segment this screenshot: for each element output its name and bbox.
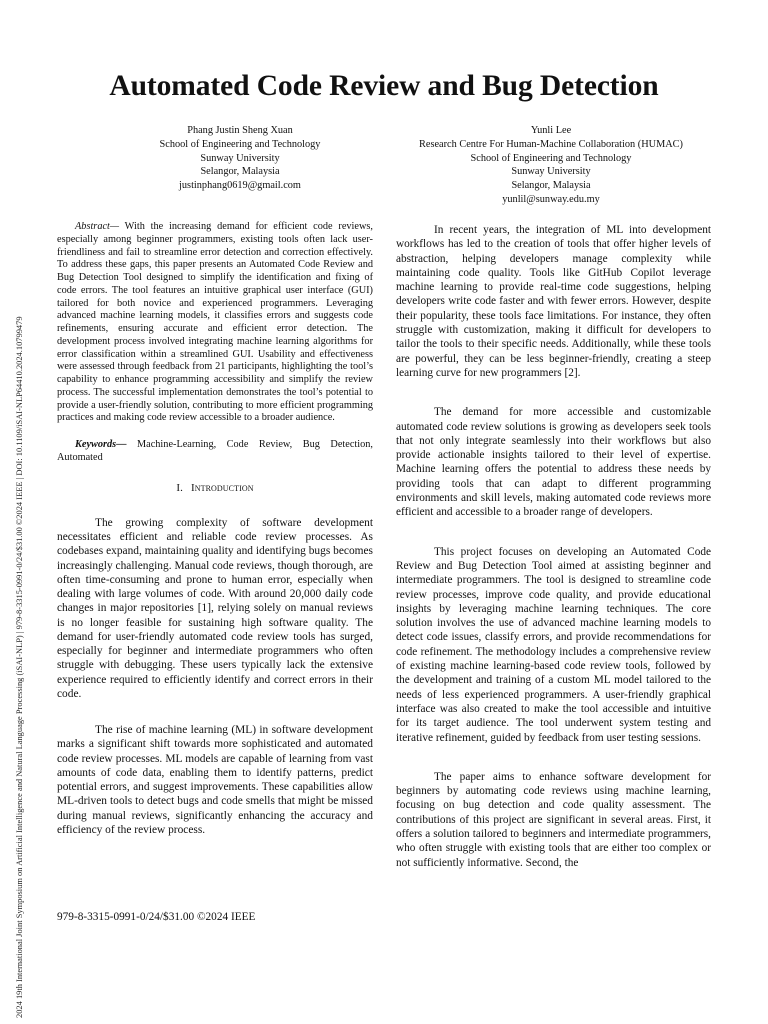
author-affiliation: School of Engineering and Technology [159, 138, 321, 150]
author-affiliation: Sunway University [200, 152, 280, 164]
abstract-text: With the increasing demand for efficient code reviews, especially among beginner programmers, existing tools often lack user-friendliness and fail to streamline error detection and correction effectively. To address these gaps, this paper presents an Automated Code Review and Bug Detection Tool designed to simplify the identification and fixing of code errors. The tool features an intuitive graphical user interface (GUI) tailored for both novice and experienced programmers. Leveraging advanced machine learning models, it classifies errors and suggests code refinements, ensuring accurate and efficient error detection. The development process involved integrating machine learning algorithms for error classification within a streamlined GUI. Usability and effectiveness were assessed through feedback from 21 participants, highlighting the tool’s capability to enhance programming accessibility and simplify the review process. The successful implementation demonstrates the tool’s potential to provide a user-friendly solution, contributing to more efficient programming practices and making code review accessible to a broader audience. [57, 221, 373, 424]
left-column [57, 221, 373, 837]
body-paragraph: In recent years, the integration of ML into development workflows has led to the creation of tools that offer higher levels of abstraction, helping developers manage complexity while maintaining code quality. Tools like GitHub Copilot leverage machine learning to provide real-time code suggestions, helping developers write code faster and with fewer errors. However, despite their popularity, these tools face limitations. For instance, they often struggle with customization, making it difficult for developers to tailor the tools to their specific needs. Additionally, while these tools are powerful, they can be less beginner-friendly, creating a steep learning curve for new programmers [2]. [396, 224, 711, 379]
right-column [396, 223, 711, 870]
keywords-label: Keywords— [75, 439, 127, 450]
abstract [57, 221, 373, 425]
abstract-label: Abstract— [75, 221, 120, 232]
paper-title: Automated Code Review and Bug Detection [109, 70, 659, 102]
author-affiliation: Sunway University [511, 166, 591, 178]
author-affiliation: School of Engineering and Technology [470, 152, 632, 164]
author-location: Selangor, Malaysia [200, 166, 280, 178]
author-affiliation: Research Centre For Human-Machine Collaboration (HUMAC) [419, 138, 683, 150]
body-paragraph: The growing complexity of software development necessitates efficient and reliable code review processes. As codebases expand, maintaining quality and identifying bugs becomes increasingly challenging. Manual code reviews, though thorough, are often time-consuming and prone to human error, especially when dealing with large volumes of code. With around 20,000 daily code changes in major repositories [1], relying solely on manual reviews is no longer feasible for sustaining high software quality. The demand for user-friendly automated code review tools has surged, especially for beginner and intermediate programmers who often struggle with debugging. These users typically lack the extensive experience required to efficiently identify and correct errors in their code. [57, 516, 373, 700]
body-paragraph: The rise of machine learning (ML) in software development marks a significant shift towards more sophisticated and automated code review processes. ML models are capable of learning from vast amounts of code data, enabling them to identify patterns, predict potential errors, and suggest improvements. These capabilities allow ML-driven tools to detect bugs and code smells that might be missed during manual reviews, significantly enhancing the accuracy and efficiency of the review process. [57, 724, 373, 836]
section-title: Introduction [190, 481, 254, 494]
author-block-2 [396, 124, 706, 207]
section-number: I. [176, 481, 183, 494]
footer-copyright: 979-8-3315-0991-0/24/$31.00 ©2024 IEEE [57, 911, 256, 923]
author-location: Selangor, Malaysia [511, 180, 591, 192]
body-paragraph: The demand for more accessible and customizable automated code review solutions is growing as developers seek tools that not only integrate seamlessly into their workflows but also provide actionable insights tailored to their level of expertise. Machine learning offers the potential to address these needs by providing tools that can adapt to different programming environments and skill levels, making automated code reviews more efficient and accessible to a broader range of developers. [396, 406, 711, 519]
body-paragraph: The paper aims to enhance software development for beginners by automating code reviews using machine learning, focusing on bug detection and code quality assessment. The contributions of this project are significant in several areas. First, it offers a solution tailored to beginners and intermediate programmers, who often struggle with existing tools that are either too complex or not sufficiently informative. Second, the [396, 770, 711, 869]
author-name: Yunli Lee [530, 125, 572, 136]
author-block-1 [100, 124, 380, 193]
author-email: yunlil@sunway.edu.my [502, 193, 600, 205]
section-heading [57, 482, 373, 495]
body-paragraph: This project focuses on developing an Automated Code Review and Bug Detection Tool aimed at assisting beginner and intermediate programmers. The tool is designed to streamline code review processes, improve code quality, and provide educational insights by leveraging machine learning techniques. The core solution involves the use of advanced machine learning models to detect code issues, classify errors, and provide recommendations for code refinement. The methodology includes a comprehensive review of existing machine learning-based code review tools, followed by the development and training of a custom ML model tailored to the needs of less experienced programmers. A user-friendly graphical interface was also created to make the tool accessible and intuitive for its target audience. The tool underwent system testing and iterative refinement, guided by feedback from user testing sessions. [396, 545, 711, 744]
author-name: Phang Justin Sheng Xuan [187, 125, 293, 136]
keywords [57, 439, 373, 465]
keywords-text: Machine-Learning, Code Review, Bug Detection, Automated [57, 439, 373, 463]
sidebar-citation: 2024 19th International Joint Symposium on Artificial Intelligence and Natural Language Processing (iSAI-NLP) | 979-8-3315-0991-0/24/$31.00 ©2024 IEEE | DOI: 10.1109/iSAI-NLP64410.2024.10799479 [15, 316, 24, 1018]
author-email: justinphang0619@gmail.com [179, 180, 301, 192]
